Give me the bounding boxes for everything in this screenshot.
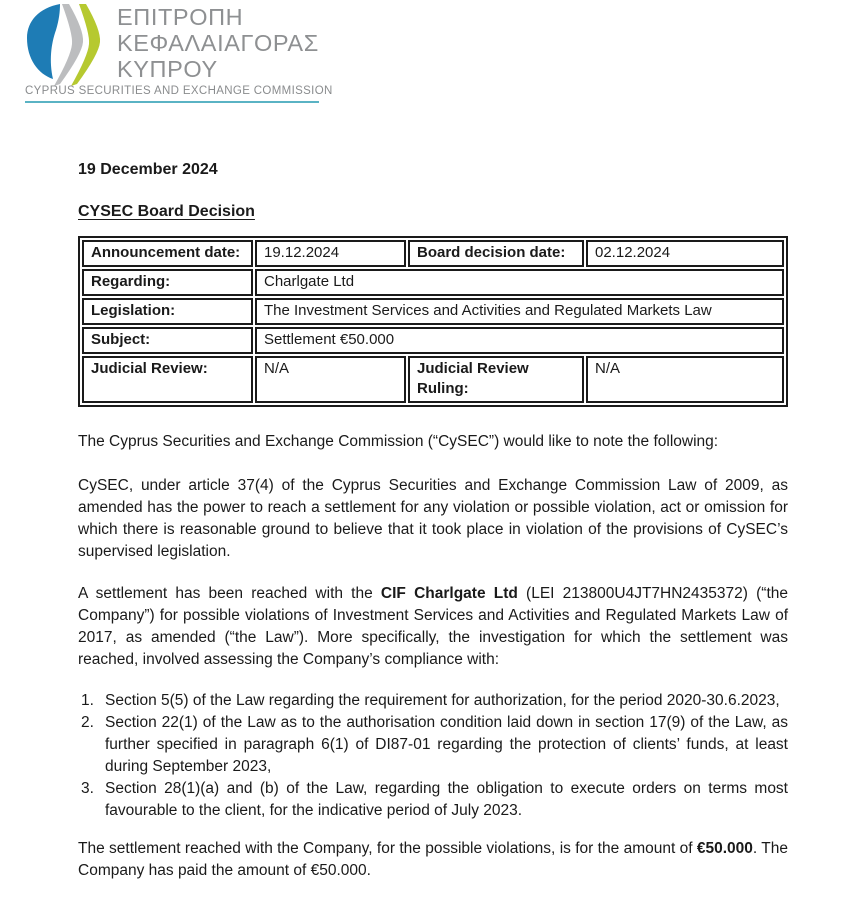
judicial-review-ruling-value: N/A <box>586 356 784 403</box>
settlement-power-paragraph: CySEC, under article 37(4) of the Cyprus Securities and Exchange Commission Law of 2009, as amended has the power to reach a settlement for any violation or possible violation, act or omission for which there is reasonable ground to believe that it took place in violation of the provisions of CySEC’s supervised legislation. <box>78 477 788 560</box>
legislation-value: The Investment Services and Activities and Regulated Markets Law <box>255 298 784 325</box>
list-item-text: Section 22(1) of the Law as to the authorisation condition laid down in section 17(9) of the Law, as further specified in paragraph 6(1) of DI87-01 regarding the protection of clients’ funds, at least during September 2023, <box>105 714 788 775</box>
list-item <box>78 778 788 822</box>
list-item-number: 1. <box>81 692 94 709</box>
document-date: 19 December 2024 <box>78 161 218 178</box>
logo-greek-line-3: ΚΥΠΡΟΥ <box>117 56 218 82</box>
judicial-review-value: N/A <box>255 356 406 403</box>
logo-greek-text <box>117 4 319 82</box>
table-row-legislation <box>82 298 784 325</box>
list-item-text: Section 5(5) of the Law regarding the requirement for authorization, for the period 2020-30.6.2023, <box>105 692 780 709</box>
decision-info-table <box>78 236 788 407</box>
table-row-judicial-review <box>82 356 784 403</box>
table-row-regarding <box>82 269 784 296</box>
board-decision-date-value: 02.12.2024 <box>586 240 784 267</box>
list-item <box>78 690 788 712</box>
regarding-label: Regarding: <box>82 269 253 296</box>
table-row-subject <box>82 327 784 354</box>
board-decision-date-label: Board decision date: <box>408 240 584 267</box>
judicial-review-label: Judicial Review: <box>82 356 253 403</box>
logo-caption: CYPRUS SECURITIES AND EXCHANGE COMMISSION <box>25 85 333 97</box>
logo-greek-line-2: ΚΕΦΑΛΑΙΑΓΟΡΑΣ <box>117 30 319 56</box>
list-item-number: 2. <box>81 714 94 731</box>
closing-paragraph: The settlement reached with the Company, for the possible violations, is for the amount of €50.000. The Company has paid the amount of €50.000. <box>78 840 789 879</box>
document-content <box>0 161 861 882</box>
judicial-review-ruling-label: Judicial Review Ruling: <box>408 356 584 403</box>
cysec-logo <box>0 0 861 108</box>
table-row-dates <box>82 240 784 267</box>
list-item-number: 3. <box>81 780 94 797</box>
document-title: CYSEC Board Decision <box>78 203 255 220</box>
logo-greek-line-1: ΕΠΙΤΡΟΠΗ <box>117 4 244 30</box>
announcement-date-label: Announcement date: <box>82 240 253 267</box>
list-item <box>78 712 788 778</box>
subject-label: Subject: <box>82 327 253 354</box>
cysec-logo-mark <box>26 4 108 88</box>
legislation-label: Legislation: <box>82 298 253 325</box>
settlement-reached-paragraph: A settlement has been reached with the CIF Charlgate Ltd (LEI 213800U4JT7HN2435372) (“the Company”) for possible violations of Investment Services and Activities and Regulated Markets Law of 2017, as amended (“the Law”). More specifically, the investigation for which the settlement was reached, involved assessing the Company’s compliance with: <box>78 585 788 668</box>
list-item-text: Section 28(1)(a) and (b) of the Law, regarding the obligation to execute orders on terms most favourable to the client, for the indicative period of July 2023. <box>105 780 788 819</box>
regarding-value: Charlgate Ltd <box>255 269 784 296</box>
announcement-date-value: 19.12.2024 <box>255 240 406 267</box>
violations-list <box>78 690 788 822</box>
intro-paragraph: The Cyprus Securities and Exchange Commission (“CySEC”) would like to note the following: <box>78 433 719 450</box>
logo-underline-rule <box>25 101 319 103</box>
subject-value: Settlement €50.000 <box>255 327 784 354</box>
logo-blue-sail-shape <box>27 4 60 79</box>
